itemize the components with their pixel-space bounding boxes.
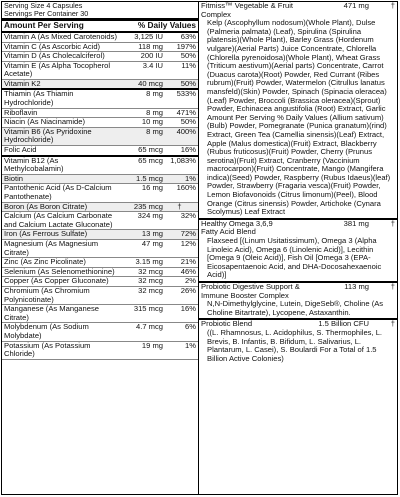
blend-subtitle: Fatty Acid Blend xyxy=(201,227,256,237)
nutrient-name: Boron (As Boron Citrate) xyxy=(4,201,88,211)
supplement-facts-label xyxy=(1,1,398,495)
nutrient-name: Vitamin K2 xyxy=(4,78,41,88)
nutrient-name: Potassium (As Potassium Chloride) xyxy=(4,340,91,359)
blend-name: Probiotic Digestive Support & Immune Booster Complex xyxy=(201,282,300,300)
nutrient-amount: 3.15 mg xyxy=(135,257,163,267)
nutrient-daily-value: 400% xyxy=(176,126,196,136)
nutrient-amount: 19 mg xyxy=(141,340,163,350)
nutrient-daily-value: 63% xyxy=(180,31,196,41)
blend-header xyxy=(199,2,397,19)
nutrient-daily-value: 160% xyxy=(176,183,196,193)
nutrient-row xyxy=(2,128,198,146)
nutrient-amount: 8 mg xyxy=(146,126,163,136)
nutrient-amount: 13 mg xyxy=(141,229,163,239)
nutrient-name: Folic Acid xyxy=(4,145,37,155)
nutrient-list xyxy=(2,33,198,360)
nutrient-amount: 3,125 IU xyxy=(134,31,163,41)
nutrient-name: Vitamin D (As Cholecalciferol) xyxy=(4,51,105,61)
nutrient-amount: 315 mcg xyxy=(133,304,163,314)
nutrient-amount: 65 mcg xyxy=(138,145,163,155)
nutrient-daily-value: 16% xyxy=(180,145,196,155)
nutrient-amount: 32 mcg xyxy=(138,285,163,295)
nutrient-row xyxy=(2,62,198,80)
nutrient-name: Pantothenic Acid (As D-Calcium Pantothenate) xyxy=(4,183,112,201)
amount-per-serving-header: Amount Per Serving xyxy=(4,20,84,31)
nutrient-daily-value: 6% xyxy=(185,322,196,332)
nutrient-name: Vitamin E (As Alpha Tocopherol Acetate) xyxy=(4,60,111,79)
nutrient-daily-value: 46% xyxy=(180,266,196,276)
nutrient-amount: 32 mcg xyxy=(138,276,163,286)
nutrient-amount: 3.4 IU xyxy=(142,60,163,70)
nutrient-amount: 200 IU xyxy=(140,51,163,61)
nutrient-row xyxy=(2,90,198,108)
servings-per-container: Servings Per Container 30 xyxy=(4,9,89,19)
nutrient-amount: 235 mcg xyxy=(133,201,163,211)
nutrient-amount: 10 mg xyxy=(141,117,163,127)
nutrient-row xyxy=(2,305,198,323)
nutrient-column xyxy=(2,2,199,494)
nutrient-amount: 40 mcg xyxy=(138,78,163,88)
nutrient-row xyxy=(2,157,198,175)
nutrient-daily-value: 16% xyxy=(180,304,196,314)
nutrient-name: Calcium (As Calcium Carbonate and Calcium Lactate Gluconate) xyxy=(4,211,113,229)
nutrient-daily-value: 1% xyxy=(185,173,196,183)
blend-daily-value: † xyxy=(390,2,395,10)
nutrient-name: Biotin xyxy=(4,173,23,183)
nutrient-name: Vitamin B12 (As Methylcobalamin) xyxy=(4,155,64,174)
nutrient-daily-value: 1% xyxy=(185,340,196,350)
nutrient-daily-value: 1,083% xyxy=(170,155,196,165)
blend-amount: 1.5 Billion CFU xyxy=(318,319,369,329)
nutrient-amount: 8 mg xyxy=(146,89,163,99)
nutrient-row xyxy=(2,342,198,360)
nutrient-daily-value: † xyxy=(177,201,182,211)
blend-list xyxy=(199,2,397,364)
nutrient-row xyxy=(2,323,198,341)
nutrient-daily-value: 197% xyxy=(176,41,196,51)
nutrient-amount: 1.5 mcg xyxy=(135,173,163,183)
nutrient-name: Manganese (As Manganese Citrate) xyxy=(4,304,99,322)
blend-name: Healthy Omega 3,6,9 xyxy=(201,218,273,228)
nutrient-row xyxy=(2,287,198,305)
nutrient-daily-value: 50% xyxy=(180,117,196,127)
blend-amount: 113 mg xyxy=(344,282,369,291)
blend-ingredients: ((L. Rhamnosus, L. Acidophilus, S. Thermophiles, L. Brevis, B. Infantis, B. Bifidum, L. Salivarius, L. Plantarum, L. Casei), S. Boulardi For a Total of 1.5 Billion Active Colonies) xyxy=(207,327,383,363)
nutrient-daily-value: 21% xyxy=(180,257,196,267)
nutrient-row xyxy=(2,184,198,202)
nutrient-name: Vitamin C (As Ascorbic Acid) xyxy=(4,41,101,51)
nutrient-name: Vitamin B6 (As Pyridoxine Hydrochloride) xyxy=(4,126,92,145)
nutrient-amount: 8 mg xyxy=(146,107,163,117)
nutrient-row xyxy=(2,212,198,230)
nutrient-name: Iron (As Ferrous Sulfate) xyxy=(4,229,88,239)
nutrient-daily-value: 12% xyxy=(180,238,196,248)
nutrient-name: Zinc (As Zinc Picolinate) xyxy=(4,257,86,267)
blend-name: Probiotic Blend xyxy=(201,319,253,329)
nutrient-name: Niacin (As Niacinamide) xyxy=(4,117,86,127)
nutrient-name: Chromium (As Chromium Polynicotinate) xyxy=(4,285,90,304)
nutrient-amount: 32 mcg xyxy=(138,266,163,276)
nutrient-name: Selenium (As Selenomethionine) xyxy=(4,266,115,276)
blend-daily-value: † xyxy=(390,282,395,291)
nutrient-daily-value: 72% xyxy=(180,229,196,239)
nutrient-name: Thiamin (As Thiamin Hydrochloride) xyxy=(4,89,74,108)
nutrient-name: Magnesium (As Magnesium Citrate) xyxy=(4,238,99,257)
nutrient-amount: 324 mg xyxy=(137,211,163,221)
blend-ingredients: Kelp (Ascophyllum nodosum)(Whole Plant), Dulse (Palmeria palmata) (Leaf), Spirulina (Spirulina platensis)(Whole Plant), Barley Grass (Hordenum vulgare)(Aerial Parts) Juice Concentrate, Chlorella (Chlorella pyrenoidosa)(Whole Plant), Wheat Grass (Triticum aestivum)(Aerial parts) Concentrate, Carrot (Duacus carota)(Root) Powder, Red Currant (Ribes rubrum)(Fruit) Powder, Watermelon (Citrullus lanatus mansfeld)(Skin) Powder, Spinach (Spinacia oleracea)(Leaf) Powder, Broccoli (Brassica oleracea)(Sprout) Powder, Echinacea angustifolia (Root) Extract, Garlic Amount Per Serving % Daily Values (Allium sativum)(Bulb) Powder, Pomegranate (Punica granatum)(rind) Extract, Green Tea (Camellia sinensis)(Leaf) Extract, Apple (Malus domestica)(Fruit) Extract, Blackberry (Rubus fruticosus)(Fruit) Powder, Cherry (Prunus serotina)(Fruit) Extract, Cranberry (Vaccinium macrocarpon)(Fruit) Concentrate, Mango (Mangifera indica)(Seed) Powder, Raspberry (Rubus Idaeus)(leaf) Powder, Strawberry (Fragaria vesca)(Fruit) Powder, Lemon Biofavonoids (Citrus limonum)(Peel), Blood Orange (Citrus sinensis) Powder, Artichoke (Cynara Scolymus) Leaf Extract xyxy=(207,18,391,217)
nutrient-amount: 47 mg xyxy=(141,238,163,248)
column-header xyxy=(2,18,198,33)
blend-name: Fitmiss™ Vegetable & Fruit Complex xyxy=(201,2,293,19)
nutrient-daily-value: 50% xyxy=(180,78,196,88)
blend-daily-value: † xyxy=(390,218,395,228)
blend-amount: 381 mg xyxy=(343,218,369,228)
nutrient-name: Molybdenum (As Sodium Molybdate) xyxy=(4,322,89,340)
nutrient-daily-value: 2% xyxy=(185,276,196,286)
nutrient-daily-value: 11% xyxy=(181,60,196,70)
nutrient-name: Riboflavin xyxy=(4,107,38,117)
nutrient-daily-value: 32% xyxy=(180,211,196,221)
serving-size: Serving Size 4 Capsules xyxy=(4,2,83,10)
nutrient-daily-value: 533% xyxy=(176,89,196,99)
nutrient-amount: 16 mg xyxy=(141,183,163,193)
nutrient-daily-value: 471% xyxy=(176,107,196,117)
blend-amount: 471 mg xyxy=(343,2,369,10)
blend-daily-value: † xyxy=(390,319,395,329)
nutrient-daily-value: 26% xyxy=(180,285,196,295)
nutrient-amount: 4.7 mcg xyxy=(135,322,163,332)
blend-ingredients: N,N-Dimethylglycine, Lutein, DigeSeb®, Choline (As Choline Bitartrate), Lycopene, Astaxanthin. xyxy=(207,299,384,317)
nutrient-row xyxy=(2,240,198,258)
nutrient-daily-value: 50% xyxy=(180,51,196,61)
nutrient-amount: 118 mg xyxy=(138,41,163,51)
nutrient-name: Copper (As Copper Gluconate) xyxy=(4,276,109,286)
nutrient-amount: 65 mcg xyxy=(138,155,163,165)
nutrient-name: Vitamin A (As Mixed Carotenoids) xyxy=(4,31,117,41)
blend-ingredients: Flaxseed [(Linum Usitatissimum), Omega 3 (Alpha Linoleic Acid), Omega 6 (Linolenic Acid)], Lecithin [Omega 9 (Oleic Acid)], Fish Oil [Omega 3 (EPA-Eicosapentaenoic Acid, and DHA-Docosahexaenoic Acid)] xyxy=(207,236,382,280)
blend-header xyxy=(199,281,397,300)
blend-column xyxy=(199,2,397,494)
daily-values-header: % Daily Values xyxy=(137,20,196,31)
